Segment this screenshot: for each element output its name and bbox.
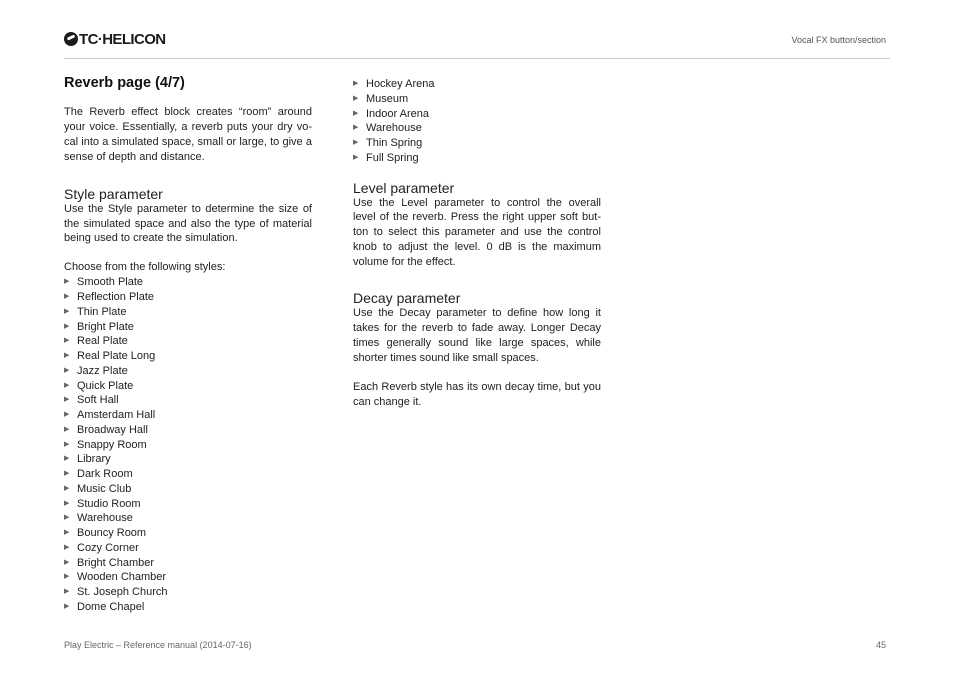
- style-name: Dome Chapel: [77, 600, 145, 613]
- style-list-item: [64, 526, 312, 541]
- style-name: Bouncy Room: [77, 527, 147, 539]
- bullet-arrow-icon: ▶: [64, 602, 70, 610]
- bullet-arrow-icon: ▶: [64, 293, 70, 300]
- bullet-arrow-icon: ▶: [64, 440, 70, 448]
- bullet-arrow-icon: ▶: [353, 94, 359, 102]
- style-list-item: [64, 408, 312, 423]
- style-name: Real Plate: [77, 335, 128, 348]
- bullet-arrow-icon: ▶: [64, 484, 70, 492]
- style-name: Museum: [366, 92, 409, 105]
- style-name: Bright Chamber: [77, 556, 155, 569]
- style-name: Full Spring: [366, 151, 419, 164]
- style-name: Wooden Chamber: [77, 571, 167, 584]
- style-list-item: [64, 364, 312, 379]
- style-name: Real Plate Long: [77, 350, 156, 362]
- style-list-item: [64, 570, 312, 585]
- style-list-item: [64, 349, 312, 364]
- style-name: St. Joseph Church: [77, 586, 168, 598]
- bullet-arrow-icon: ▶: [64, 337, 70, 345]
- right-column: [353, 77, 601, 409]
- style-list-item: [64, 511, 312, 526]
- style-list-item: [64, 423, 312, 438]
- bullet-arrow-icon: ▶: [64, 366, 70, 374]
- style-name: Smooth Plate: [77, 276, 144, 289]
- bullet-arrow-icon: ▶: [64, 558, 70, 566]
- page-title: Reverb page (4/7): [64, 75, 185, 91]
- style-name: Amsterdam Hall: [77, 409, 156, 421]
- style-name: Snappy Room: [77, 438, 147, 451]
- style-name: Reflection Plate: [77, 291, 155, 303]
- style-name: Jazz Plate: [77, 364, 128, 377]
- decay-paragraph: Use the Decay parameter to define how long it takes for the reverb to fade away. Longer Decay times generally sound like large spaces, while shorter times sound like small spaces.: [353, 307, 601, 364]
- style-list-item: [64, 320, 312, 335]
- style-heading: Style parameter: [64, 185, 163, 202]
- style-name: Bright Plate: [77, 320, 134, 333]
- bullet-arrow-icon: ▶: [64, 573, 70, 581]
- style-list-item: [64, 393, 312, 408]
- bullet-arrow-icon: ▶: [64, 396, 70, 404]
- section-label: Vocal FX button/section: [791, 35, 886, 45]
- style-name: Dark Room: [77, 468, 133, 480]
- bullet-arrow-icon: ▶: [64, 543, 70, 551]
- bullet-arrow-icon: ▶: [64, 514, 70, 522]
- style-list-item: [64, 497, 312, 512]
- bullet-arrow-icon: ▶: [64, 529, 70, 536]
- style-list-item: [64, 379, 312, 394]
- left-column: [64, 74, 312, 615]
- header-divider: [64, 58, 890, 59]
- level-heading: Level parameter: [353, 179, 455, 196]
- style-list-item: [353, 92, 601, 107]
- style-list-item: [353, 77, 601, 92]
- page-number: 45: [875, 640, 886, 650]
- style-list-item: [64, 275, 312, 290]
- style-paragraph: Use the Style parameter to determine the size of the simulated space and also the type of material being used to create the simulation.: [64, 202, 312, 245]
- bullet-arrow-icon: ▶: [64, 352, 70, 359]
- bullet-arrow-icon: ▶: [64, 411, 70, 418]
- level-paragraph: Use the Level parameter to control the overall level of the reverb. Press the right upper soft but-ton to select this parameter and use the control knob to adjust the level. 0 dB is the maximum volume for the effect.: [353, 196, 601, 269]
- style-list-item: [353, 121, 601, 136]
- bullet-arrow-icon: ▶: [64, 322, 70, 330]
- brand-name: TC·HELICON: [79, 30, 166, 48]
- style-list-item: [64, 482, 312, 497]
- style-name: Warehouse: [77, 512, 133, 525]
- style-name: Warehouse: [366, 122, 422, 135]
- bullet-arrow-icon: ▶: [353, 80, 359, 87]
- style-name: Soft Hall: [77, 394, 119, 407]
- footer-manual: Play Electric – Reference manual (2014-07-16): [64, 640, 252, 650]
- styles-list-continued: [353, 77, 601, 166]
- bullet-arrow-icon: ▶: [64, 470, 70, 477]
- intro-paragraph: The Reverb effect block creates “room” around your voice. Essentially, a reverb puts your dry vo-cal into a simulated space, small or large, to give a sense of depth and distance.: [64, 106, 312, 163]
- style-list-item: [64, 452, 312, 467]
- bullet-arrow-icon: ▶: [353, 109, 359, 117]
- decay-heading: Decay parameter: [353, 290, 461, 307]
- style-name: Thin Plate: [77, 305, 127, 318]
- bullet-arrow-icon: ▶: [64, 499, 70, 507]
- style-list-item: [353, 151, 601, 166]
- bullet-arrow-icon: ▶: [64, 307, 70, 315]
- brand-logo: [64, 30, 166, 48]
- bullet-arrow-icon: ▶: [64, 588, 70, 595]
- bullet-arrow-icon: ▶: [64, 381, 70, 389]
- choose-styles-text: Choose from the following styles:: [64, 261, 226, 274]
- style-name: Library: [77, 453, 111, 466]
- style-list-item: [64, 585, 312, 600]
- style-name: Thin Spring: [366, 137, 423, 149]
- style-list-item: [353, 136, 601, 151]
- bullet-arrow-icon: ▶: [64, 455, 70, 463]
- styles-list: [64, 275, 312, 614]
- style-list-item: [64, 334, 312, 349]
- bullet-arrow-icon: ▶: [353, 139, 359, 146]
- bullet-arrow-icon: ▶: [353, 124, 359, 132]
- style-name: Studio Room: [77, 497, 141, 510]
- style-name: Cozy Corner: [77, 541, 139, 554]
- style-name: Hockey Arena: [366, 78, 435, 90]
- style-list-item: [64, 556, 312, 571]
- style-list-item: [64, 305, 312, 320]
- style-list-item: [64, 290, 312, 305]
- bullet-arrow-icon: ▶: [353, 153, 359, 161]
- bullet-arrow-icon: ▶: [64, 278, 70, 286]
- style-name: Quick Plate: [77, 379, 134, 392]
- style-list-item: [353, 107, 601, 122]
- style-list-item: [64, 438, 312, 453]
- style-name: Broadway Hall: [77, 423, 148, 436]
- helicon-logo-icon: [64, 32, 78, 46]
- decay-note: Each Reverb style has its own decay time, but you can change it.: [353, 380, 601, 408]
- style-list-item: [64, 467, 312, 482]
- style-name: Indoor Arena: [366, 107, 429, 120]
- style-name: Music Club: [77, 482, 132, 495]
- bullet-arrow-icon: ▶: [64, 425, 70, 433]
- style-list-item: [64, 600, 312, 615]
- style-list-item: [64, 541, 312, 556]
